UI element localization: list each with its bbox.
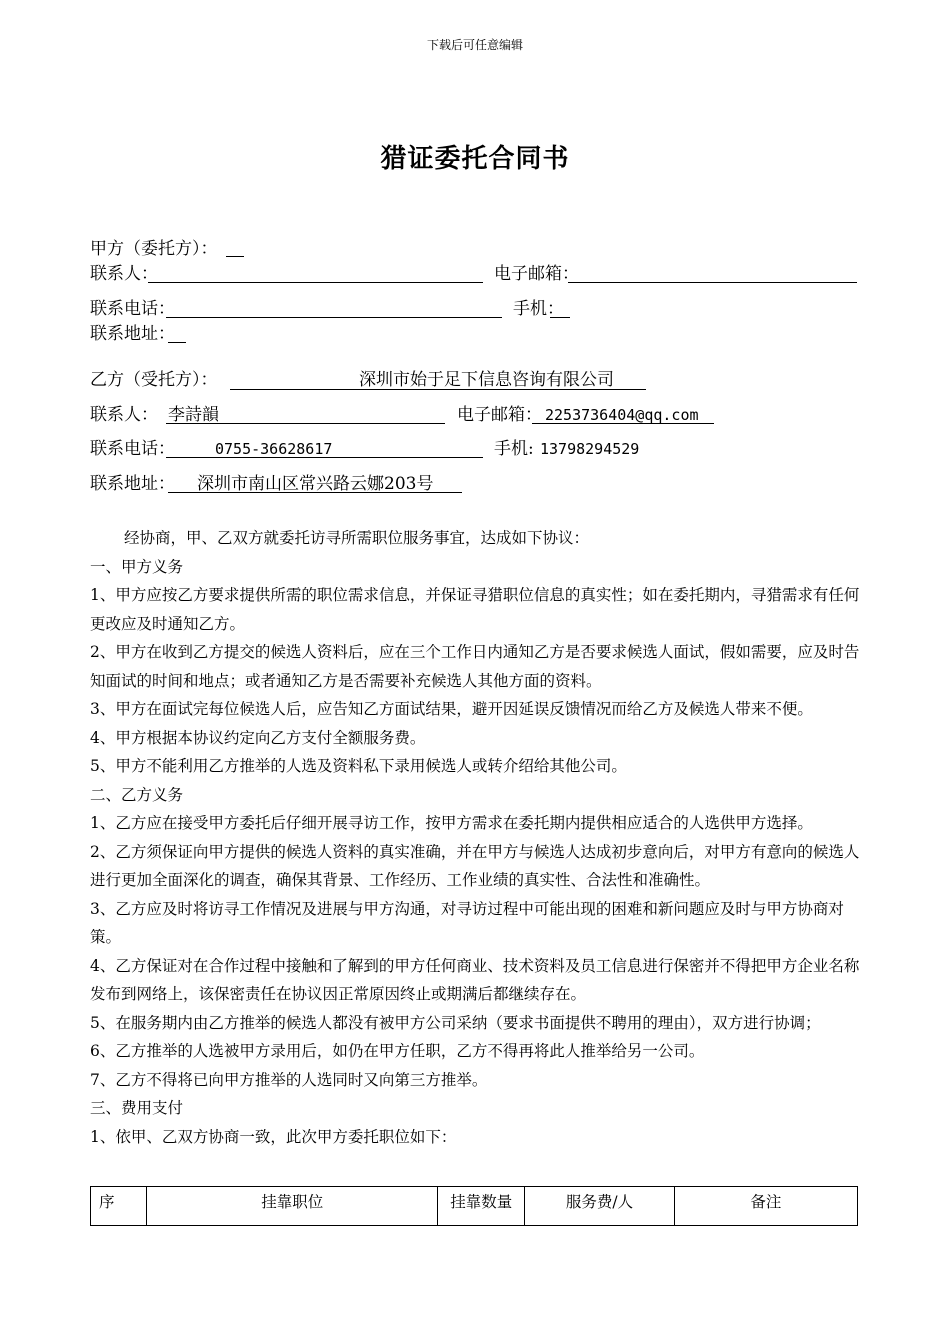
fee-col-service-fee: 服务费/人 — [525, 1187, 674, 1226]
section2-item-3: 3、乙方应及时将访寻工作情况及进展与甲方沟通，对寻访过程中可能出现的困难和新问题应及时与甲方协商对策。 — [90, 899, 844, 946]
section1-item-3: 3、甲方在面试完每位候选人后，应告知乙方面试结果，避开因延误反馈情况而给乙方及候选人带来不便。 — [90, 700, 813, 718]
party-a-mobile-underline — [550, 317, 570, 318]
section3-item-1: 1、依甲、乙双方协商一致，此次甲方委托职位如下： — [90, 1127, 457, 1146]
fee-col-index: 序 — [91, 1187, 147, 1226]
section1-item-5: 5、甲方不能利用乙方推举的人选及资料私下录用候选人或转介绍给其他公司。 — [90, 757, 627, 775]
section1-item-1: 1、甲方应按乙方要求提供所需的职位需求信息，并保证寻猎职位信息的真实性；如在委托期内，寻猎需求有任何更改应及时通知乙方。 — [90, 586, 860, 633]
section-heading-1: 一、甲方义务 — [90, 557, 184, 576]
party-b-phone-label: 联系电话： — [90, 439, 175, 459]
party-a-address-underline — [168, 342, 186, 343]
party-b-address-label: 联系地址： — [90, 474, 175, 494]
fee-col-position: 挂靠职位 — [147, 1187, 438, 1226]
section2-item-1: 1、乙方应在接受甲方委托后仔细开展寻访工作，按甲方需求在委托期内提供相应适合的人选供甲方选择。 — [90, 814, 813, 832]
party-a-address-label: 联系地址： — [90, 324, 175, 344]
section1-item-2: 2、甲方在收到乙方提交的候选人资料后，应在三个工作日内通知乙方是否要求候选人面试，假如需要，应及时告知面试的时间和地点；或者通知乙方是否需要补充候选人其他方面的资料。 — [90, 643, 860, 690]
header-note: 下载后可任意编辑 — [426, 38, 523, 52]
party-b-contact-label: 联系人： — [90, 405, 158, 425]
party-b-phone-value: 0755-36628617 — [215, 440, 333, 458]
party-b-email-label: 电子邮箱： — [457, 405, 542, 425]
page-title: 猎证委托合同书 — [380, 144, 570, 174]
party-a-mobile-label: 手机： — [513, 299, 564, 319]
section-heading-2: 二、乙方义务 — [90, 785, 184, 804]
fee-table — [90, 1186, 858, 1226]
party-a-phone-underline — [166, 317, 502, 318]
party-a-label: 甲方（委托方）： — [90, 239, 218, 259]
party-b-contact-value: 李詩韻 — [168, 405, 219, 425]
section-heading-3: 三、费用支付 — [90, 1099, 184, 1117]
section1-item-4: 4、甲方根据本协议约定向乙方支付全额服务费。 — [90, 728, 426, 747]
fee-col-quantity: 挂靠数量 — [438, 1187, 525, 1226]
section2-item-5: 5、在服务期内由乙方推举的候选人都没有被甲方公司采纳（要求书面提供不聘用的理由），双方进行协调； — [90, 1013, 821, 1032]
party-a-phone-label: 联系电话： — [90, 299, 175, 319]
section2-item-2: 2、乙方须保证向甲方提供的候选人资料的真实准确，并在甲方与候选人达成初步意向后，对甲方有意向的候选人进行更加全面深化的调查，确保其背景、工作经历、工作业绩的真实性、合法性和准确性。 — [90, 842, 860, 889]
party-a-email-label: 电子邮箱： — [494, 264, 579, 284]
contract-body — [90, 524, 865, 1151]
party-b-email-value: 2253736404@qq.com — [545, 406, 699, 424]
party-b-address-value: 深圳市南山区常兴路云娜203号 — [197, 474, 434, 494]
fee-table-header-row — [91, 1187, 858, 1226]
party-a-contact-label: 联系人： — [90, 264, 158, 284]
party-a-email-underline — [568, 282, 857, 283]
intro-paragraph: 经协商，甲、乙双方就委托访寻所需职位服务事宜，达成如下协议： — [124, 529, 590, 547]
section2-item-6: 6、乙方推举的人选被甲方录用后，如仍在甲方任职，乙方不得再将此人推举给另一公司。 — [90, 1042, 705, 1060]
fee-col-remarks: 备注 — [674, 1187, 857, 1226]
party-b-label: 乙方（受托方）： — [90, 370, 218, 390]
party-b-mobile-label: 手机: — [494, 439, 534, 459]
section2-item-7: 7、乙方不得将已向甲方推举的人选同时又向第三方推举。 — [90, 1070, 488, 1089]
party-b-mobile-value: 13798294529 — [540, 440, 640, 458]
party-a-underline — [226, 256, 244, 257]
party-a-contact-underline — [148, 282, 483, 283]
section2-item-4: 4、乙方保证对在合作过程中接触和了解到的甲方任何商业、技术资料及员工信息进行保密并不得把甲方企业名称发布到网络上，该保密责任在协议因正常原因终止或期满后都继续存在。 — [90, 956, 860, 1003]
party-b-name: 深圳市始于足下信息咨询有限公司 — [359, 370, 614, 390]
